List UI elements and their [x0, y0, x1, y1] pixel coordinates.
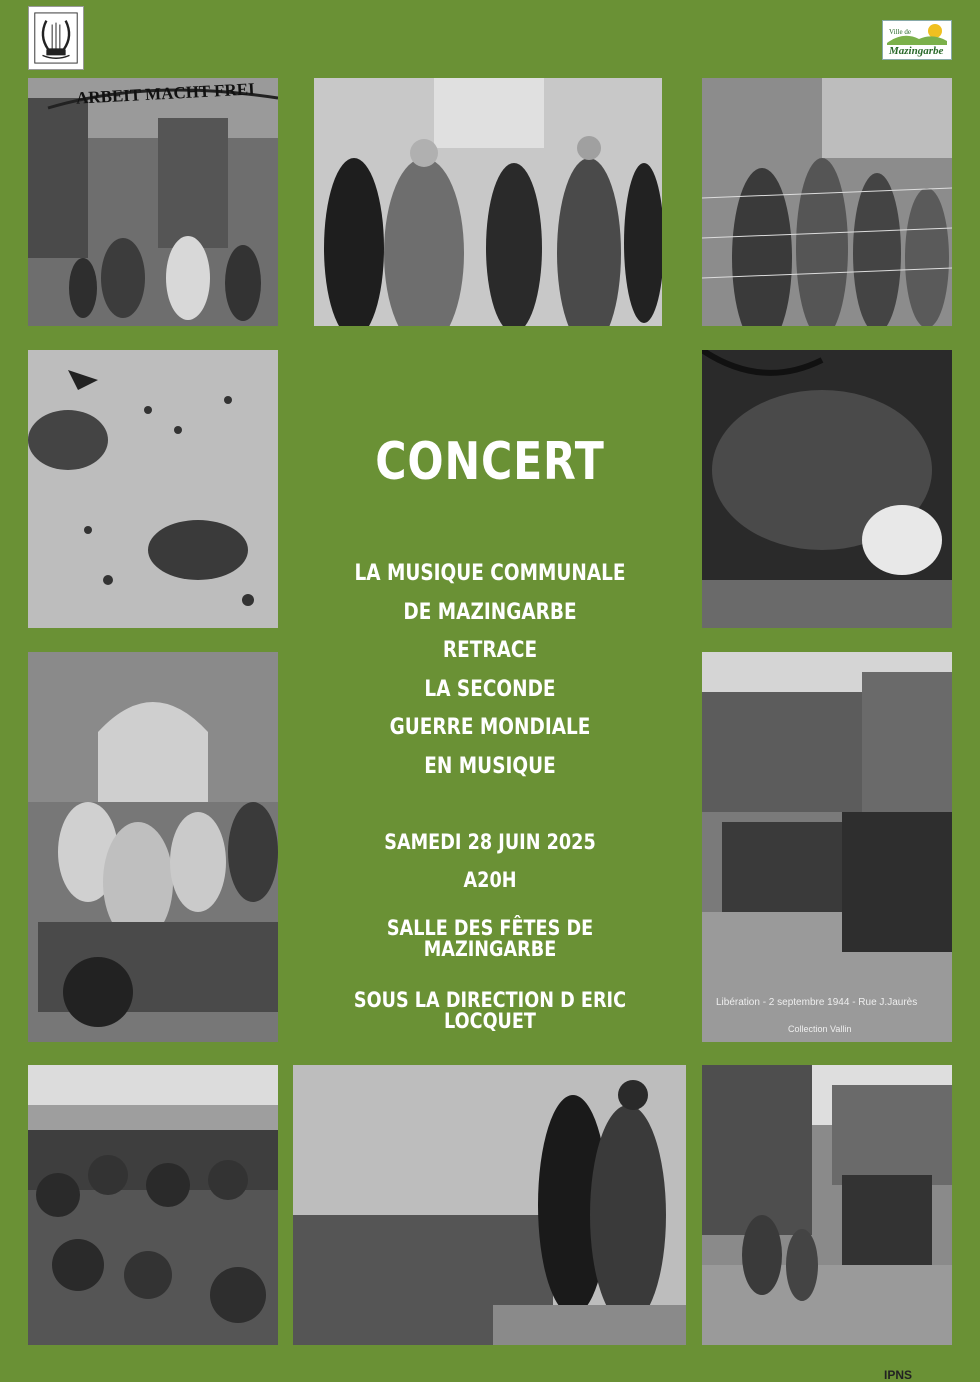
photo-landing-craft-soldiers: [28, 1065, 278, 1345]
gate-sign-text: ARBEIT MACHT FREI: [75, 79, 256, 108]
description-line-5: GUERRE MONDIALE: [389, 715, 591, 740]
liberation-credit: Collection Vallin: [788, 1024, 852, 1034]
footer-ipns: IPNS: [884, 1368, 913, 1382]
photo-arc-de-triomphe-jeep: [28, 652, 278, 1042]
logo-small-text: Ville de: [889, 28, 911, 36]
lyre-icon: [29, 7, 83, 69]
logo-name-text: Mazingarbe: [889, 45, 944, 57]
description-line-6: EN MUSIQUE: [424, 754, 556, 779]
photo-leaders-parade: [314, 78, 662, 326]
event-time: A20H: [463, 868, 517, 892]
description-line-4: LA SECONDE: [424, 677, 556, 702]
photo-naval-air-battle: [28, 350, 278, 628]
description-line-3: RETRACE: [442, 638, 538, 663]
photo-liberation-tank: [702, 652, 952, 1042]
mazingarbe-logo: [882, 20, 952, 60]
concert-title: CONCERT: [375, 432, 605, 492]
photo-harbor-explosion: [702, 350, 952, 628]
photo-prisoners-fence: [702, 78, 952, 326]
lyre-logo: [28, 6, 84, 70]
photo-military-review: [293, 1065, 686, 1345]
photo-camp-gate: [28, 78, 278, 326]
event-venue: SALLE DES FÊTES DE MAZINGARBE: [386, 916, 594, 961]
photo-liberation-crowd-truck: [702, 1065, 952, 1345]
liberation-caption: Libération - 2 septembre 1944 - Rue J.Jaurès: [716, 997, 918, 1008]
description-line-1: LA MUSIQUE COMMUNALE: [354, 561, 626, 586]
event-direction: SOUS LA DIRECTION D ERIC LOCQUET: [353, 988, 627, 1033]
description-line-2: DE MAZINGARBE: [403, 600, 577, 625]
event-date: SAMEDI 28 JUIN 2025: [384, 830, 596, 854]
sun-icon: [928, 24, 942, 38]
